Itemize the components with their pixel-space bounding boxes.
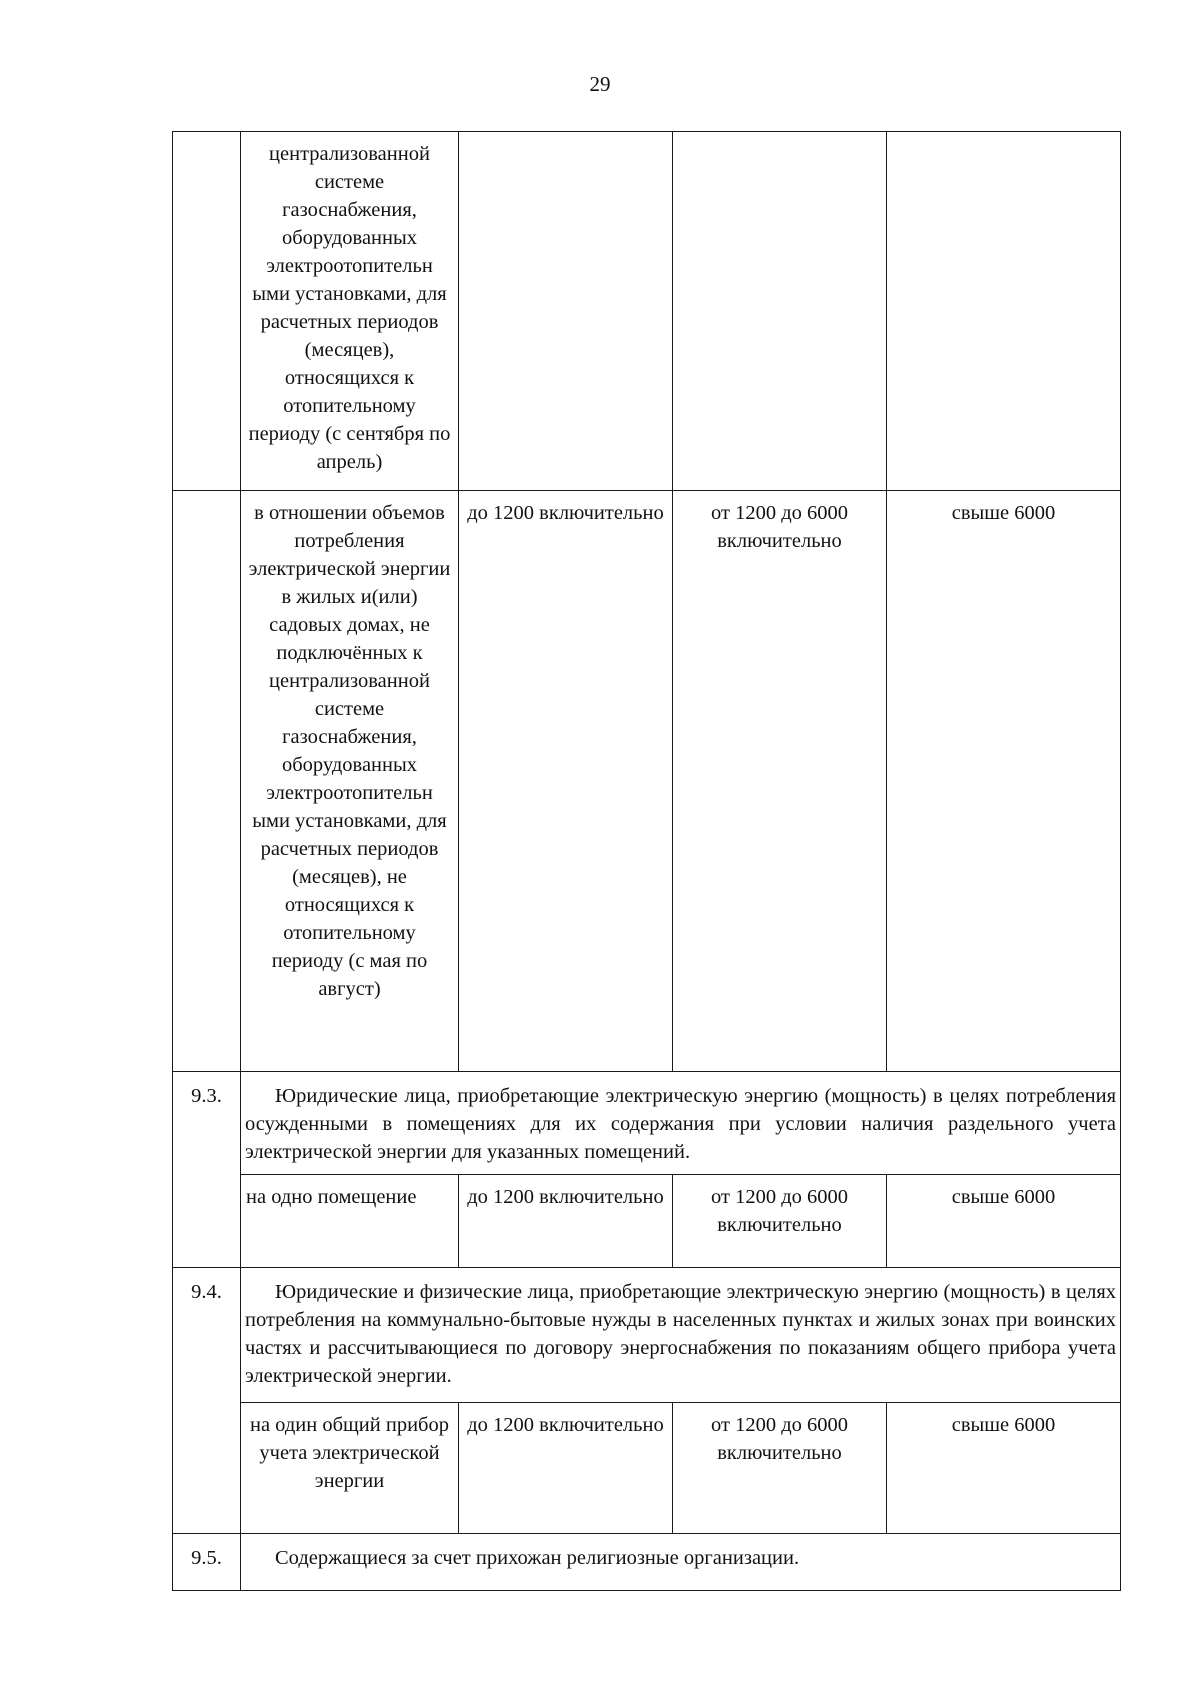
- tariff-table: [172, 131, 1121, 1591]
- category-cell: централизованной системе газоснабжения, оборудованных электроотопительн ыми установками, для расчетных периодов (месяцев), относящихся к отопительному периоду (с сентября по апрель): [241, 132, 459, 491]
- section-paragraph: Содержащиеся за счет прихожан религиозные организации.: [275, 1547, 800, 1569]
- page-number: 29: [589, 72, 611, 96]
- section-header-row: [173, 1534, 1121, 1591]
- table-row: [173, 1175, 1121, 1268]
- section-number: 9.4.: [173, 1268, 241, 1534]
- range-cell: свыше 6000: [887, 491, 1121, 1072]
- value-cell: [459, 132, 673, 491]
- section-text: [241, 1268, 1121, 1403]
- range-cell: свыше 6000: [887, 1175, 1121, 1268]
- number-cell: [173, 132, 241, 491]
- value-cell: [673, 132, 887, 491]
- section-paragraph: Юридические и физические лица, приобретающие электрическую энергию (мощность) в целях потребления на коммунально-бытовые нужды в населенных пунктах и жилых зонах при воинских частях и рассчитывающиеся по договору энергоснабжения по показаниям общего прибора учета электрической энергии.: [245, 1281, 1116, 1387]
- section-paragraph: Юридические лица, приобретающие электрическую энергию (мощность) в целях потребления осужденными в помещениях для их содержания при условии наличия раздельного учета электрической энергии для указанных помещений.: [245, 1085, 1116, 1163]
- category-cell: в отношении объемов потребления электрической энергии в жилых и(или) садовых домах, не подключённых к централизованной системе газоснабжения, оборудованных электроотопительн ыми установками, для расчетных периодов (месяцев), не относящихся к отопительному периоду (с мая по август): [241, 491, 459, 1072]
- table-row: [173, 1403, 1121, 1534]
- section-number: 9.3.: [173, 1072, 241, 1268]
- section-header-row: [173, 1072, 1121, 1175]
- category-cell: на один общий прибор учета электрической энергии: [241, 1403, 459, 1534]
- range-cell: от 1200 до 6000 включительно: [673, 1175, 887, 1268]
- range-cell: до 1200 включительно: [459, 1175, 673, 1268]
- range-cell: от 1200 до 6000 включительно: [673, 1403, 887, 1534]
- number-cell: [173, 491, 241, 1072]
- category-cell: на одно помещение: [241, 1175, 459, 1268]
- value-cell: [887, 132, 1121, 491]
- section-text: [241, 1072, 1121, 1175]
- table-row: [173, 132, 1121, 491]
- range-cell: до 1200 включительно: [459, 1403, 673, 1534]
- range-cell: свыше 6000: [887, 1403, 1121, 1534]
- section-text: [241, 1534, 1121, 1591]
- section-number: 9.5.: [173, 1534, 241, 1591]
- section-header-row: [173, 1268, 1121, 1403]
- range-cell: от 1200 до 6000 включительно: [673, 491, 887, 1072]
- table-row: [173, 491, 1121, 1072]
- range-cell: до 1200 включительно: [459, 491, 673, 1072]
